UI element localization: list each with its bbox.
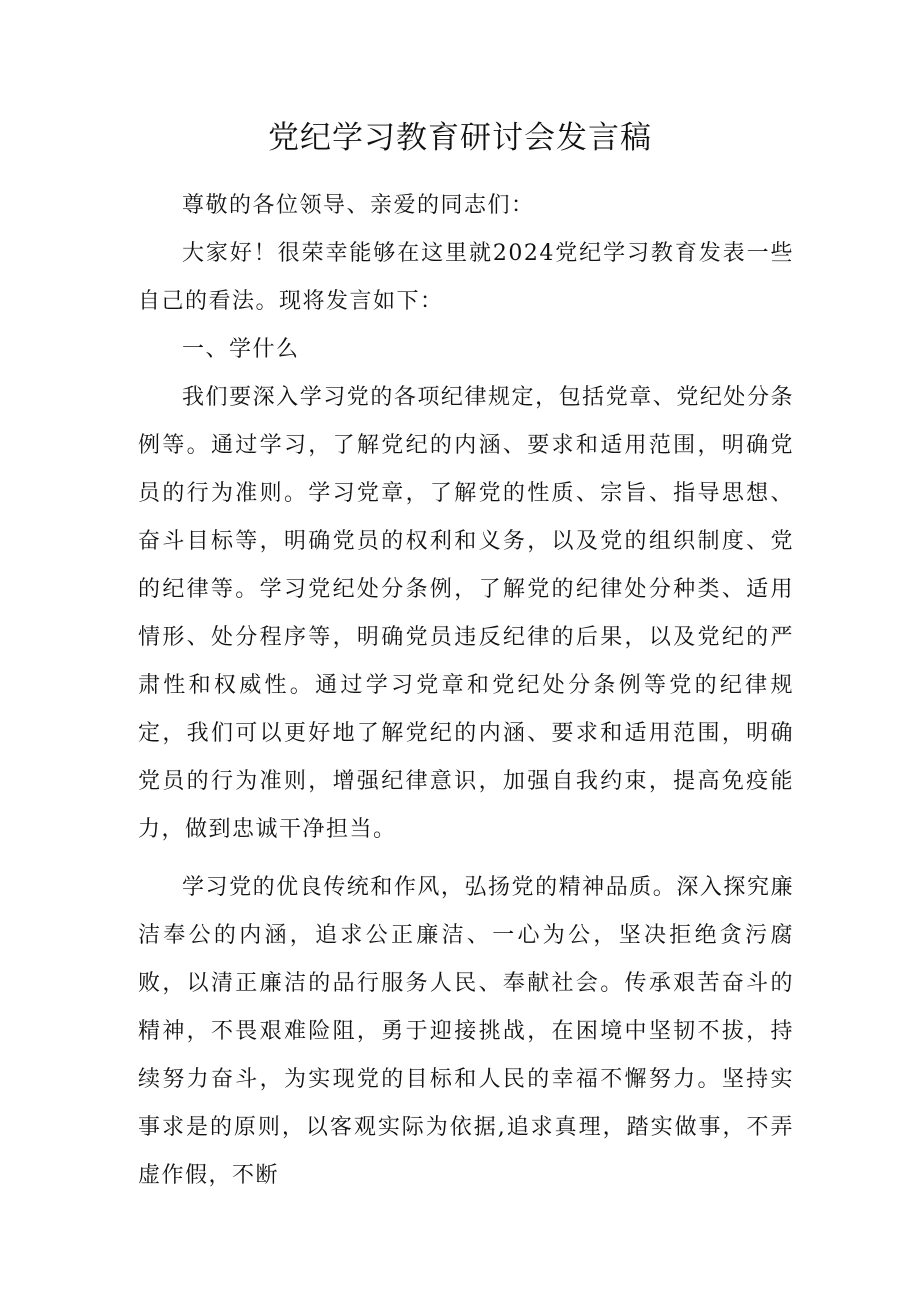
- document-body: [138, 182, 794, 1200]
- salutation: 尊敬的各位领导、亲爱的同志们：: [182, 193, 535, 218]
- section-heading: 一、学什么: [182, 337, 300, 362]
- body-paragraph: 学习党的优良传统和作风，弘扬党的精神品质。深入探究廉洁奉公的内涵，追求公正廉洁、一心为公，坚决拒绝贪污腐败，以清正廉洁的品行服务人民、奉献社会。传承艰苦奋斗的精神，不畏艰难险阻，勇于迎接挑战，在困境中坚韧不拔，持续努力奋斗，为实现党的目标和人民的幸福不懈努力。坚持实事求是的原则，以客观实际为依据,追求真理，踏实做事，不弄虚作假，不断: [138, 875, 794, 1188]
- greeting-paragraph: 大家好！很荣幸能够在这里就2024党纪学习教育发表一些自己的看法。现将发言如下：: [138, 241, 794, 314]
- body-paragraph: 我们要深入学习党的各项纪律规定，包括党章、党纪处分条例等。通过学习，了解党纪的内涵、要求和适用范围，明确党员的行为准则。学习党章，了解党的性质、宗旨、指导思想、奋斗目标等，明确党员的权利和义务，以及党的组织制度、党的纪律等。学习党纪处分条例，了解党的纪律处分种类、适用情形、处分程序等，明确党员违反纪律的后果，以及党纪的严肃性和权威性。通过学习党章和党纪处分条例等党的纪律规定，我们可以更好地了解党纪的内涵、要求和适用范围，明确党员的行为准则，增强纪律意识，加强自我约束，提高免疫能力，做到忠诚干净担当。: [138, 385, 794, 842]
- document-title: 党纪学习教育研讨会发言稿: [268, 120, 652, 156]
